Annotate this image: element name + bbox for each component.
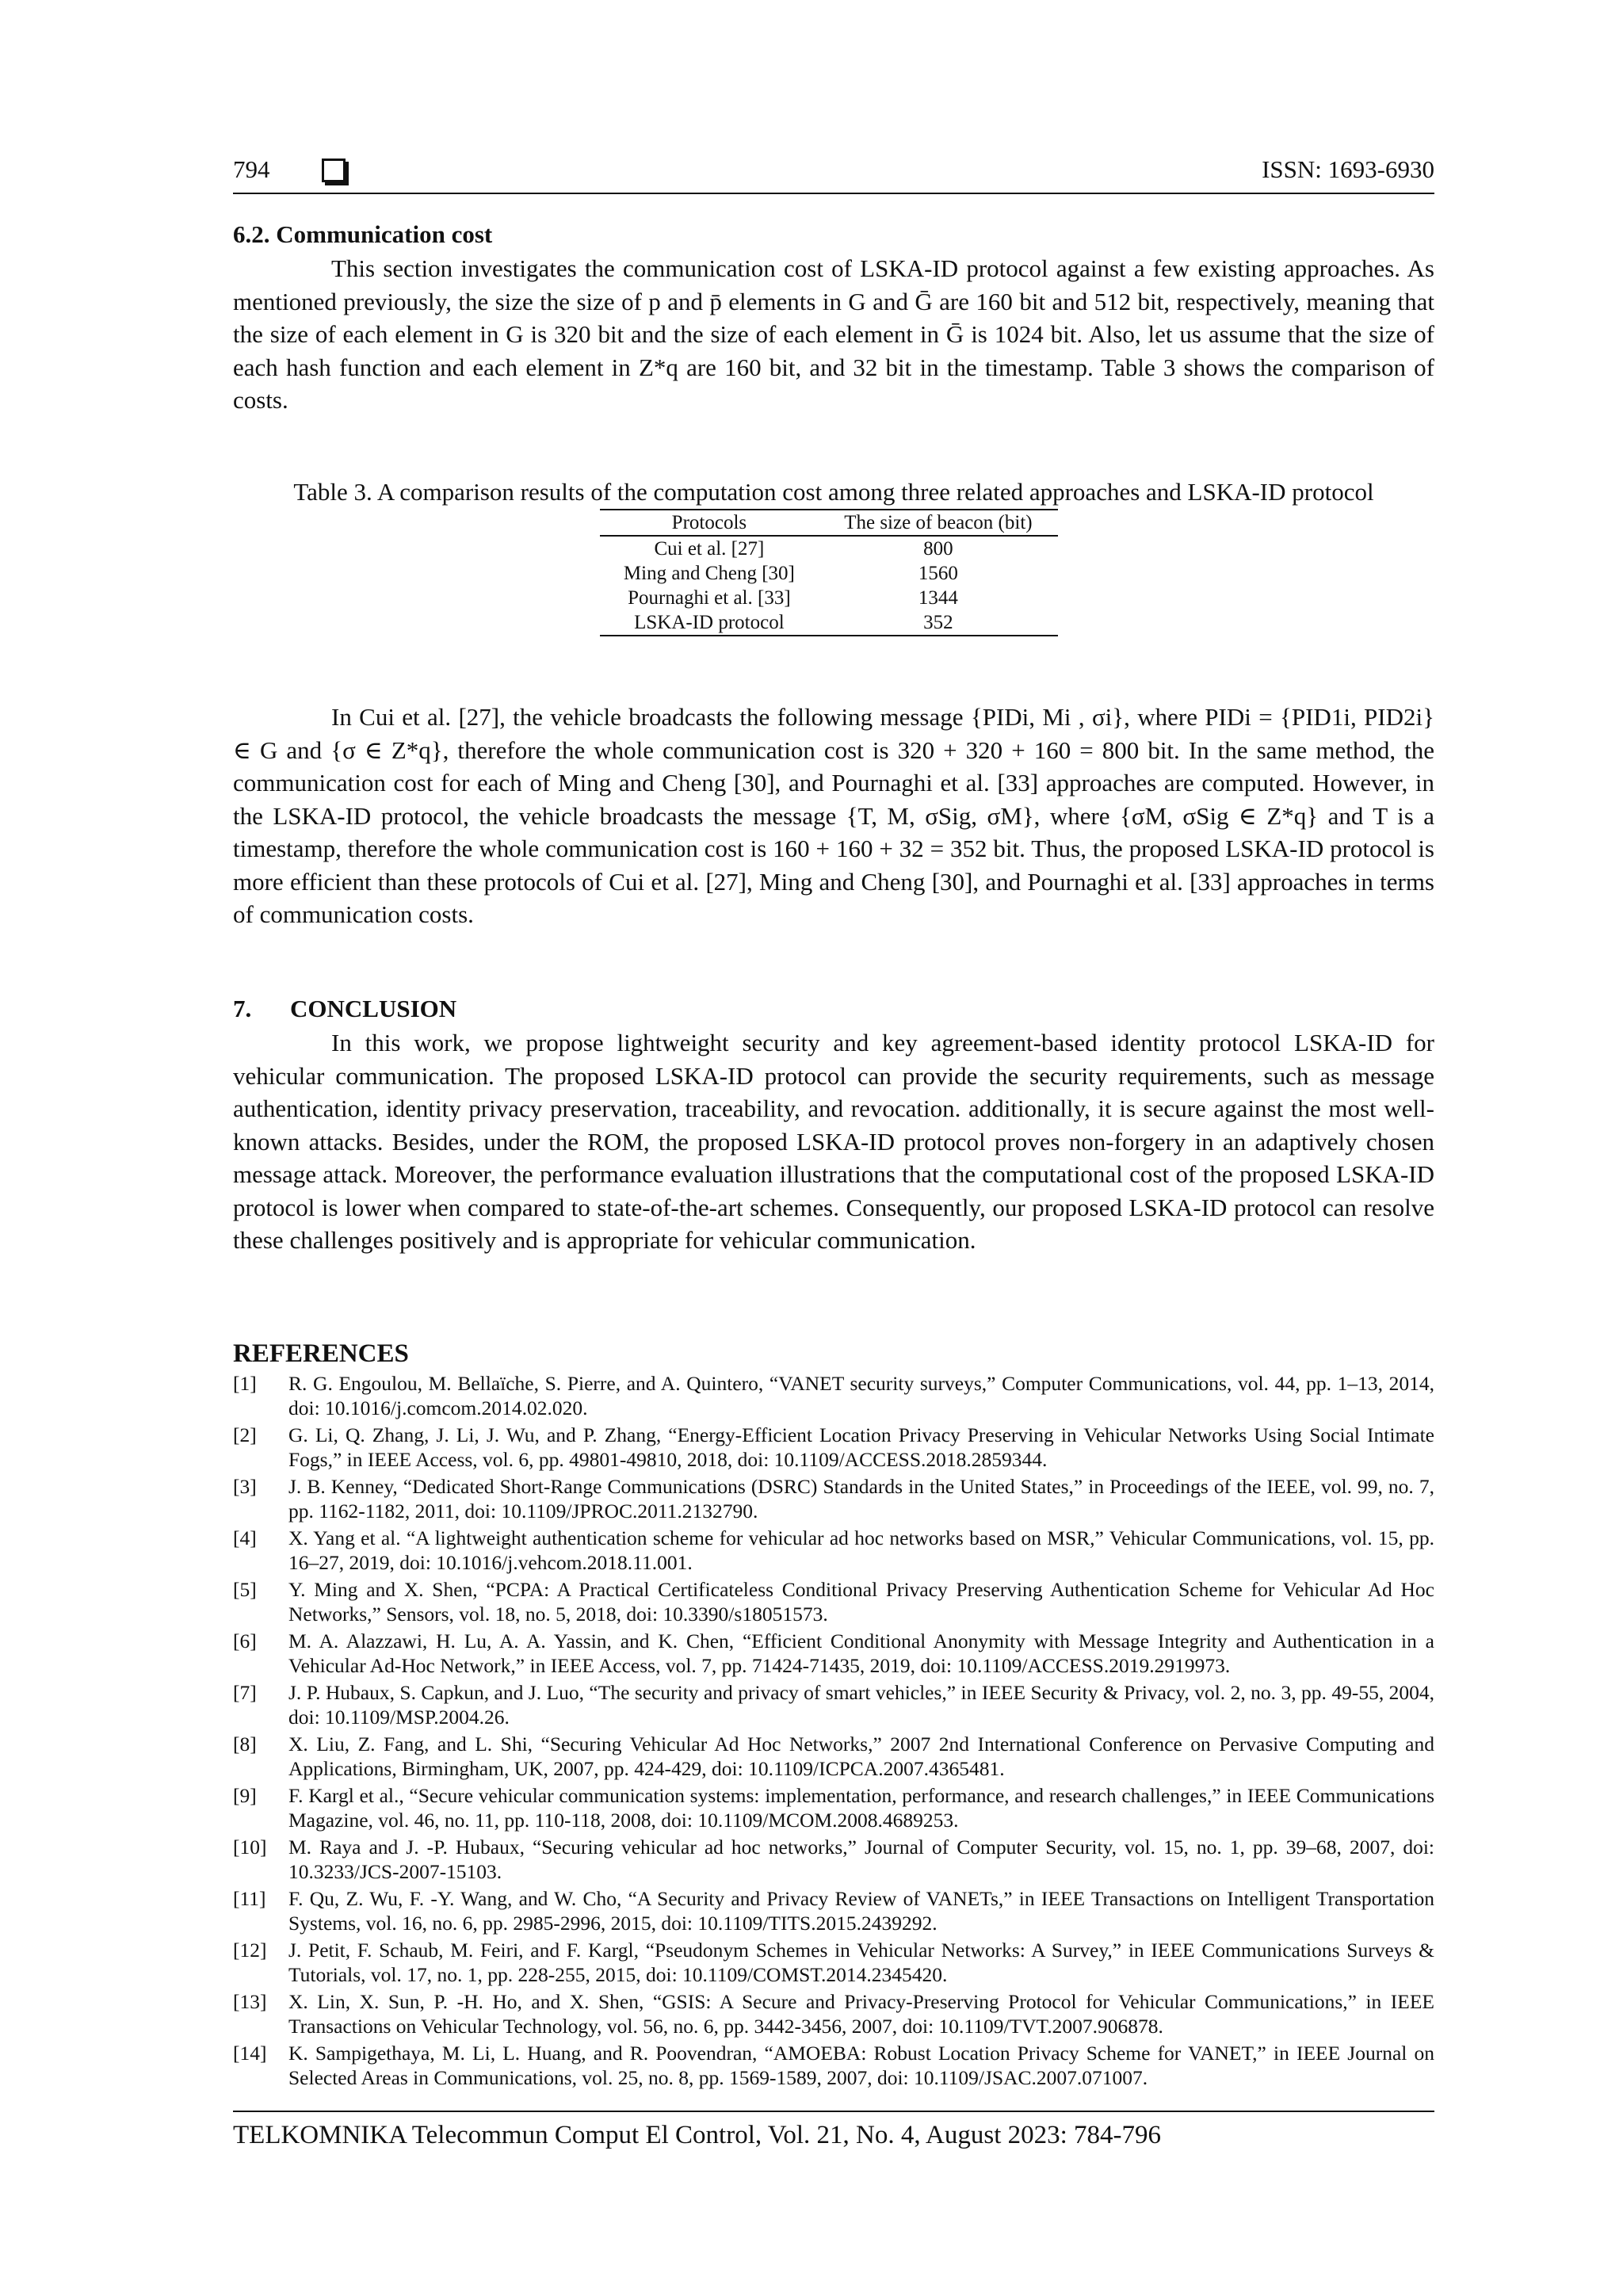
reference-number: [12]	[233, 1939, 267, 1962]
header-rule	[233, 193, 1434, 194]
reference-item	[233, 1423, 1434, 1472]
footer-journal-line: TELKOMNIKA Telecommun Comput El Control, Vol. 21, No. 4, August 2023: 784-796	[233, 2121, 1162, 2149]
reference-text: J. P. Hubaux, S. Capkun, and J. Luo, “The security and privacy of smart vehicles,” in IEEE Security & Privacy, vol. 2, no. 3, pp. 49-55, 2004, doi: 10.1109/MSP.2004.26.	[288, 1681, 1434, 1729]
issn: ISSN: 1693-6930	[1262, 155, 1434, 183]
reference-item	[233, 1835, 1434, 1884]
reference-text: M. Raya and J. -P. Hubaux, “Securing vehicular ad hoc networks,” Journal of Computer Security, vol. 15, no. 1, pp. 39–68, 2007, doi: 10.3233/JCS-2007-15103.	[288, 1836, 1434, 1883]
protocol-cell: LSKA-ID protocol	[634, 612, 785, 633]
reference-number: [11]	[233, 1887, 266, 1910]
protocol-cell: Pournaghi et al. [33]	[628, 587, 791, 609]
beacon-size-cell: 1560	[918, 563, 958, 584]
table-row	[600, 610, 1058, 636]
references-title: REFERENCES	[233, 1339, 409, 1368]
table-row	[600, 536, 1058, 561]
reference-text: J. B. Kenney, “Dedicated Short-Range Communications (DSRC) Standards in the United States,” in Proceedings of the IEEE, vol. 99, no. 7, pp. 1162-1182, 2011, doi: 10.1109/JPROC.2011.2132790.	[288, 1475, 1434, 1522]
table-caption: Table 3. A comparison results of the computation cost among three related approaches and LSKA-ID protocol	[293, 478, 1374, 506]
references-list	[233, 1371, 1434, 2092]
reference-number: [4]	[233, 1526, 257, 1549]
section-heading-conclusion: CONCLUSION	[290, 995, 457, 1022]
beacon-size-cell: 800	[923, 538, 953, 560]
reference-number: [6]	[233, 1629, 257, 1652]
conclusion-paragraph: In this work, we propose lightweight security and key agreement-based identity protocol LSKA-ID for vehicular communication. The proposed LSKA-ID protocol can provide the security requirements, such as message authentication, identity privacy preservation, traceability, and revocation. additionally, it is secure against the most well-known attacks. Besides, under the ROM, the proposed LSKA-ID protocol proves non-forgery in an adaptively chosen message attack. Moreover, the performance evaluation illustrations that the computational cost of the proposed LSKA-ID protocol is lower when compared to state-of-the-art schemes. Consequently, our proposed LSKA-ID protocol can resolve these challenges positively and is appropriate for vehicular communication.	[233, 1029, 1434, 1254]
reference-item	[233, 1886, 1434, 1935]
reference-text: R. G. Engoulou, M. Bellaïche, S. Pierre, and A. Quintero, “VANET security surveys,” Computer Communications, vol. 44, pp. 1–13, 2014, doi: 10.1016/j.comcom.2014.02.020.	[288, 1372, 1434, 1419]
reference-item	[233, 1732, 1434, 1781]
reference-number: [7]	[233, 1681, 257, 1704]
protocol-cell: Ming and Cheng [30]	[623, 563, 795, 584]
reference-item	[233, 1938, 1434, 1987]
reference-text: X. Yang et al. “A lightweight authentication scheme for vehicular ad hoc networks based on MSR,” Vehicular Communications, vol. 15, pp. 16–27, 2019, doi: 10.1016/j.vehcom.2018.11.001.	[288, 1526, 1434, 1574]
reference-text: X. Liu, Z. Fang, and L. Shi, “Securing Vehicular Ad Hoc Networks,” 2007 2nd International Conference on Pervasive Computing and Applications, Birmingham, UK, 2007, pp. 424-429, doi: 10.1109/ICPCA.2007.4365481.	[288, 1733, 1434, 1780]
square-bullet-icon	[322, 159, 346, 182]
reference-number: [9]	[233, 1784, 257, 1807]
page-number: 794	[233, 155, 270, 183]
table-header-row	[600, 510, 1058, 536]
reference-item	[233, 1783, 1434, 1832]
reference-item	[233, 1371, 1434, 1420]
reference-number: [14]	[233, 2042, 267, 2065]
reference-number: [13]	[233, 1990, 267, 2013]
table-row	[600, 586, 1058, 610]
reference-item	[233, 1577, 1434, 1626]
column-header-protocols: Protocols	[671, 512, 747, 533]
reference-text: J. Petit, F. Schaub, M. Feiri, and F. Kargl, “Pseudonym Schemes in Vehicular Networks: A Survey,” in IEEE Communications Surveys & Tutorials, vol. 17, no. 1, pp. 228-255, 2015, doi: 10.1109/COMST.2014.2345420.	[288, 1939, 1434, 1986]
reference-number: [1]	[233, 1372, 257, 1395]
comparison-table	[600, 509, 1058, 636]
footer-rule	[233, 2111, 1434, 2112]
reference-text: F. Qu, Z. Wu, F. -Y. Wang, and W. Cho, “A Security and Privacy Review of VANETs,” in IEEE Transactions on Intelligent Transportation Systems, vol. 16, no. 6, pp. 2985-2996, 2015, doi: 10.1109/TITS.2015.2439292.	[288, 1887, 1434, 1935]
reference-item	[233, 1629, 1434, 1678]
table-row	[600, 561, 1058, 586]
analysis-paragraph: In Cui et al. [27], the vehicle broadcasts the following message {PIDi, Mi , σi}, where PIDi = {PID1i, PID2i} ∈ G and {σ ∈ Z*q}, therefore the whole communication cost is 320 + 320 + 160 = 800 bit. In the same method, the communication cost for each of Ming and Cheng [30], and Pournaghi et al. [33] approaches are computed. However, in the LSKA-ID protocol, the vehicle broadcasts the message {T, M, σSig, σM}, where {σM, σSig ∈ Z*q} and T is a timestamp, therefore the whole communication cost is 160 + 160 + 32 = 352 bit. Thus, the proposed LSKA-ID protocol is more efficient than these protocols of Cui et al. [27], Ming and Cheng [30], and Pournaghi et al. [33] approaches in terms of communication costs.	[233, 703, 1434, 928]
reference-text: Y. Ming and X. Shen, “PCPA: A Practical Certificateless Conditional Privacy Preserving Authentication Scheme for Vehicular Ad Hoc Networks,” Sensors, vol. 18, no. 5, 2018, doi: 10.3390/s18051573.	[288, 1578, 1434, 1626]
reference-item	[233, 2041, 1434, 2090]
section-heading-6-2: 6.2. Communication cost	[233, 220, 493, 248]
reference-text: X. Lin, X. Sun, P. -H. Ho, and X. Shen, “GSIS: A Secure and Privacy-Preserving Protocol for Vehicular Communications,” in IEEE Transactions on Vehicular Technology, vol. 56, no. 6, pp. 3442-3456, 2007, doi: 10.1109/TVT.2007.906878.	[288, 1990, 1434, 2038]
protocol-cell: Cui et al. [27]	[654, 538, 765, 560]
reference-text: K. Sampigethaya, M. Li, L. Huang, and R. Poovendran, “AMOEBA: Robust Location Privacy Scheme for VANET,” in IEEE Journal on Selected Areas in Communications, vol. 25, no. 8, pp. 1569-1589, 2007, doi: 10.1109/JSAC.2007.071007.	[288, 2042, 1434, 2089]
reference-text: G. Li, Q. Zhang, J. Li, J. Wu, and P. Zhang, “Energy-Efficient Location Privacy Preserving in Vehicular Networks Using Social Intimate Fogs,” in IEEE Access, vol. 6, pp. 49801-49810, 2018, doi: 10.1109/ACCESS.2018.2859344.	[288, 1423, 1434, 1471]
reference-item	[233, 1474, 1434, 1523]
reference-text: M. A. Alazzawi, H. Lu, A. A. Yassin, and K. Chen, “Efficient Conditional Anonymity with Message Integrity and Authentication in a Vehicular Ad-Hoc Network,” in IEEE Access, vol. 7, pp. 71424-71435, 2019, doi: 10.1109/ACCESS.2019.2919973.	[288, 1629, 1434, 1677]
reference-number: [3]	[233, 1475, 257, 1498]
reference-item	[233, 1526, 1434, 1575]
reference-text: F. Kargl et al., “Secure vehicular communication systems: implementation, performance, and research challenges,” in IEEE Communications Magazine, vol. 46, no. 11, pp. 110-118, 2008, doi: 10.1109/MCOM.2008.4689253.	[288, 1784, 1434, 1832]
section-number-7: 7.	[233, 995, 252, 1022]
communication-cost-paragraph: This section investigates the communication cost of LSKA-ID protocol against a few existing approaches. As mentioned previously, the size the size of p and p̄ elements in G and Ḡ are 160 bit and 512 bit, respectively, meaning that the size of each element in G is 320 bit and the size of each element in Ḡ is 1024 bit. Also, let us assume that the size of each hash function and each element in Z*q are 160 bit, and 32 bit in the timestamp. Table 3 shows the comparison of costs.	[233, 254, 1434, 414]
reference-number: [10]	[233, 1836, 267, 1859]
reference-item	[233, 1989, 1434, 2038]
reference-number: [2]	[233, 1423, 257, 1446]
beacon-size-cell: 352	[923, 612, 953, 633]
beacon-size-cell: 1344	[918, 587, 958, 609]
reference-number: [8]	[233, 1733, 257, 1755]
reference-item	[233, 1680, 1434, 1729]
column-header-beacon-size: The size of beacon (bit)	[844, 512, 1033, 533]
reference-number: [5]	[233, 1578, 257, 1601]
